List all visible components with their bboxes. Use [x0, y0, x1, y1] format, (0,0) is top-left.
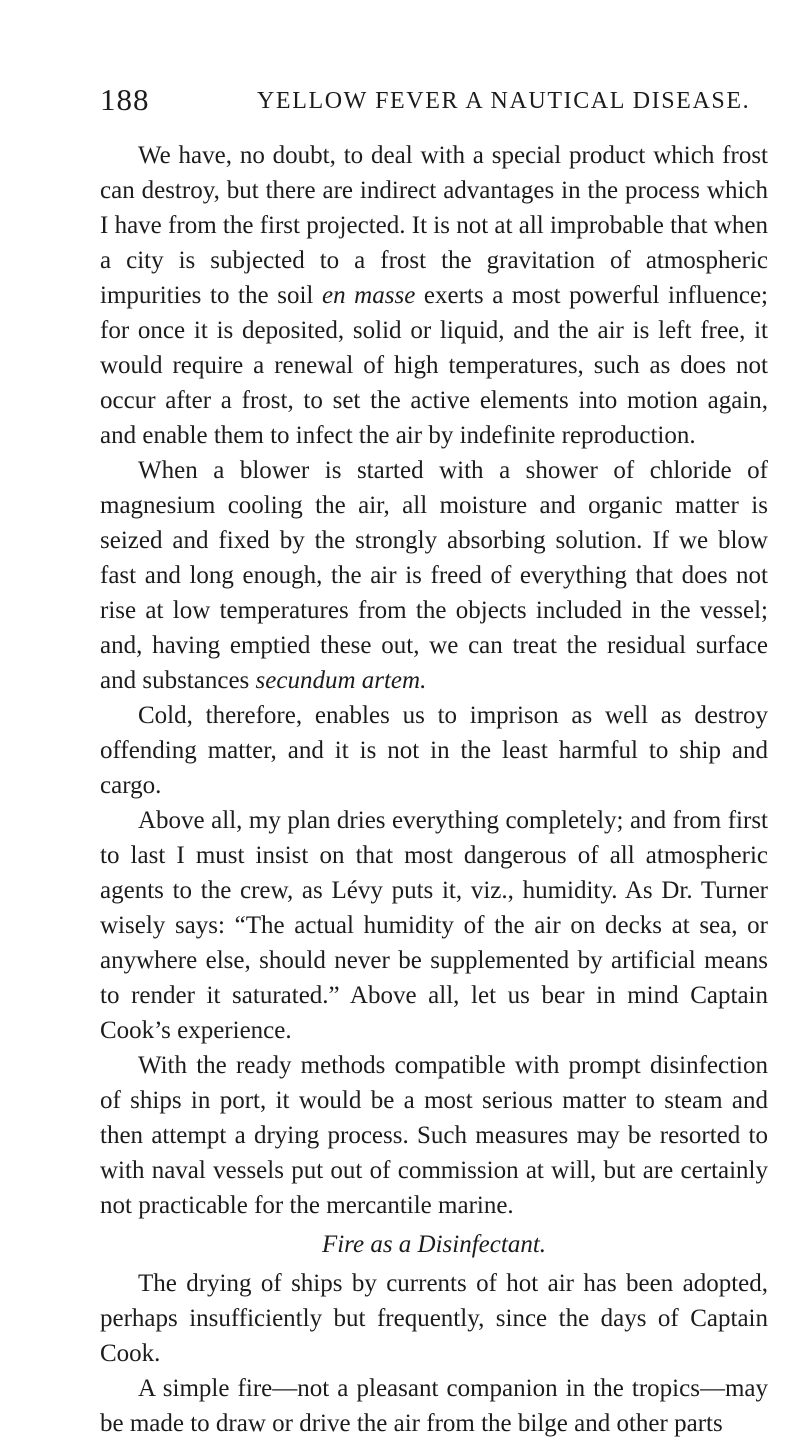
paragraph-cold: Cold, therefore, enables us to imprison as well as destroy offending matter, and it is not in the least harmful to ship and cargo. — [100, 702, 768, 799]
paragraph-fire: A simple fire—not a pleasant companion in the tropics—may be made to draw or drive the air from the bilge and other parts — [100, 1375, 768, 1437]
paragraph-frost-text-a: We have, no doubt, to deal with a special product which frost can destroy, but there are indirect advantages in the process which I have from the first projected. It is not at all improbable that when a city is subjected to a frost the gravitation of atmospheric impurities to the soil — [100, 142, 768, 309]
section-heading: Fire as a Disinfectant. — [321, 1231, 547, 1258]
paragraph-blower-italic: secundum artem. — [255, 667, 427, 694]
paragraph-blower — [100, 453, 768, 698]
paragraph-frost-italic: en masse — [321, 282, 416, 309]
paragraph-humidity: Above all, my plan dries everything completely; and from first to last I must insist on that most dangerous of all atmospheric agents to the crew, as Lévy puts it, viz., humidity. As Dr. Turner wisely says: “The actual humidity of the air on decks at sea, or anywhere else, should never be supplemented by artificial means to render it saturated.” Above all, let us bear in mind Captain Cook’s experience. — [100, 807, 768, 1044]
paragraph-blower-text-a: When a blower is started with a shower of chloride of magnesium cooling the air, all moisture and organic matter is seized and fixed by the strongly absorbing solution. If we blow fast and long enough, the air is freed of everything that does not rise at low temperatures from the objects included in the vessel; and, having emptied these out, we can treat the residual surface and substances — [100, 457, 768, 694]
paragraph-disinfection: With the ready methods compatible with prompt disinfection of ships in port, it would be a most serious matter to steam and then attempt a drying process. Such measures may be resorted to with naval vessels put out of commission at will, but are certainly not practicable for the mercantile marine. — [100, 1052, 768, 1219]
running-title: YELLOW FEVER A NAUTICAL DISEASE. — [257, 88, 751, 114]
body-text — [100, 138, 768, 1441]
paragraph-frost — [100, 138, 768, 453]
running-head — [100, 82, 780, 118]
page-number: 188 — [100, 82, 150, 117]
paragraph-hot-air: The drying of ships by currents of hot air has been adopted, perhaps insufficiently but frequently, since the days of Captain Cook. — [100, 1270, 768, 1367]
paragraph-frost-text-b: exerts a most powerful influence; for once it is deposited, solid or liquid, and the air is left free, it would require a renewal of high temperatures, such as does not occur after a frost, to set the active elements into motion again, and enable them to infect the air by indefinite reproduction. — [100, 282, 768, 449]
